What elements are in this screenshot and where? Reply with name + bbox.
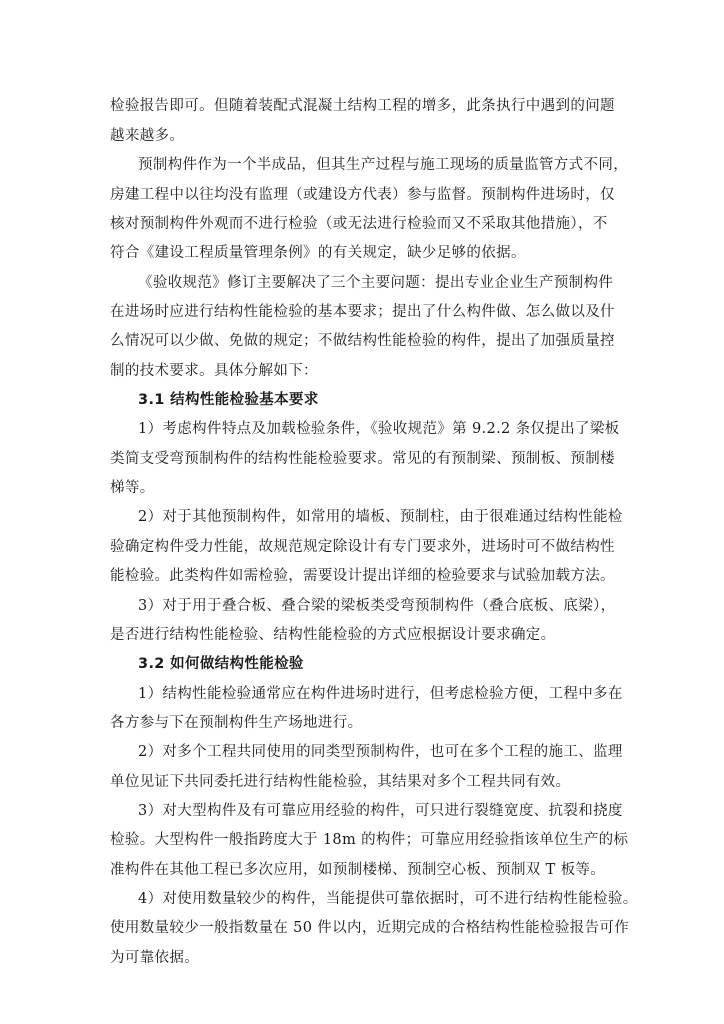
text-line: 在进场时应进行结构性能检验的基本要求；提出了什么构件做、怎么做以及什 bbox=[110, 304, 615, 320]
section-heading: 3.2 如何做结构性能检验 bbox=[138, 656, 304, 672]
text-line: 房建工程中以往均没有监理（或建设方代表）参与监督。预制构件进场时，仅 bbox=[110, 187, 615, 203]
text-line: 是否进行结构性能检验、结构性能检验的方式应根据设计要求确定。 bbox=[110, 627, 556, 643]
text-line: 2）对多个工程共同使用的同类型预制构件，也可在多个工程的施工、监理 bbox=[138, 744, 623, 760]
text-line: 预制构件作为一个半成品，但其生产过程与施工现场的质量监管方式不同， bbox=[138, 157, 629, 173]
text-line: 么情况可以少做、免做的规定；不做结构性能检验的构件，提出了加强质量控 bbox=[110, 333, 615, 349]
text-line: 越来越多。 bbox=[110, 128, 185, 144]
text-line: 类简支受弯预制构件的结构性能检验要求。常见的有预制梁、预制板、预制楼 bbox=[110, 451, 615, 467]
text-line: 使用数量较少一般指数量在 50 件以内，近期完成的合格结构性能检验报告可作 bbox=[110, 920, 630, 936]
text-line: 验确定构件受力性能，故规范规定除设计有专门要求外，进场时可不做结构性 bbox=[110, 539, 615, 555]
text-line: 检验报告即可。但随着装配式混凝土结构工程的增多，此条执行中遇到的问题 bbox=[110, 98, 615, 114]
text-line: 各方参与下在预制构件生产场地进行。 bbox=[110, 715, 363, 731]
section-heading: 3.1 结构性能检验基本要求 bbox=[138, 392, 319, 408]
text-line: 核对预制构件外观而不进行检验（或无法进行检验而又不采取其他措施），不 bbox=[110, 216, 608, 232]
text-line: 能检验。此类构件如需检验，需要设计提出详细的检验要求与试验加载方法。 bbox=[110, 568, 615, 584]
text-line: 梯等。 bbox=[110, 480, 155, 496]
text-line: 1）结构性能检验通常应在构件进场时进行，但考虑检验方便，工程中多在 bbox=[138, 686, 623, 702]
text-line: 检验。大型构件一般指跨度大于 18m 的构件；可靠应用经验指该单位生产的标 bbox=[110, 832, 629, 848]
text-line: 为可靠依据。 bbox=[110, 950, 200, 966]
text-line: 2）对于其他预制构件，如常用的墙板、预制柱，由于很难通过结构性能检 bbox=[138, 509, 623, 525]
text-line: 单位见证下共同委托进行结构性能检验，其结果对多个工程共同有效。 bbox=[110, 774, 571, 790]
text-line: 3）对于用于叠合板、叠合梁的梁板类受弯预制构件（叠合底板、底梁）， bbox=[138, 598, 616, 614]
text-line: 3）对大型构件及有可靠应用经验的构件，可只进行裂缝宽度、抗裂和挠度 bbox=[138, 803, 623, 819]
text-line: 1）考虑构件特点及加载检验条件，《验收规范》第 9.2.2 条仅提出了梁板 bbox=[138, 421, 620, 437]
text-line: 4）对使用数量较少的构件，当能提供可靠依据时，可不进行结构性能检验。 bbox=[138, 891, 638, 907]
text-line: 准构件在其他工程已多次应用，如预制楼梯、预制空心板、预制双 T 板等。 bbox=[110, 862, 606, 878]
text-line: 制的技术要求。具体分解如下： bbox=[110, 363, 318, 379]
text-line: 《验收规范》修订主要解决了三个主要问题：提出专业企业生产预制构件 bbox=[138, 275, 614, 291]
text-line: 符合《建设工程质量管理条例》的有关规定，缺少足够的依据。 bbox=[110, 245, 526, 261]
